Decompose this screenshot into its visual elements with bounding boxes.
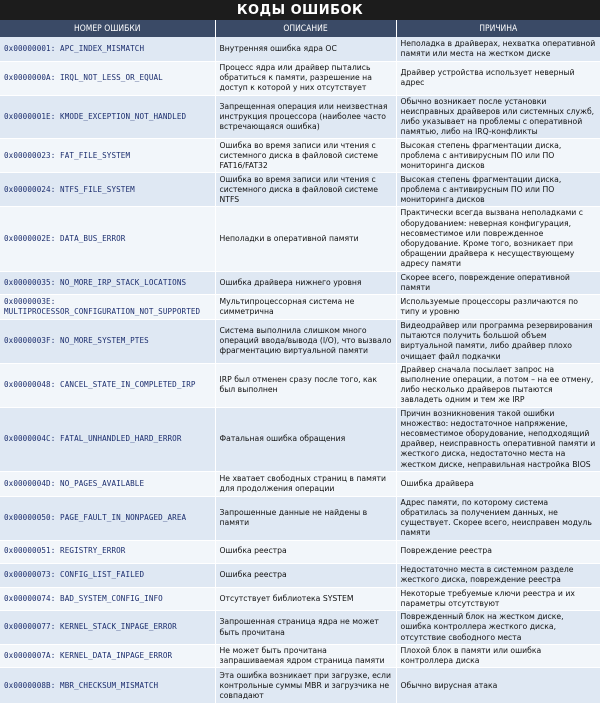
cause-cell: Повреждение реестра — [396, 540, 600, 563]
description-cell: Не хватает свободных страниц в памяти для продолжения операции — [215, 471, 396, 496]
column-header-cause: ПРИЧИНА — [396, 20, 600, 37]
cause-cell: Используемые процессоры различаются по типу и уровню — [396, 294, 600, 319]
error-code-cell: 0x00000001: APC_INDEX_MISMATCH — [0, 37, 215, 61]
cause-cell: Ошибка драйвера — [396, 471, 600, 496]
table-row — [0, 37, 600, 61]
error-code-cell: 0x0000003E: MULTIPROCESSOR_CONFIGURATION_NOT_SUPPORTED — [0, 294, 215, 319]
description-cell: Ошибка реестра — [215, 540, 396, 563]
error-code-cell: 0x0000004C: FATAL_UNHANDLED_HARD_ERROR — [0, 407, 215, 471]
cause-cell: Недостаточно места в системном разделе жесткого диска, повреждение реестра — [396, 563, 600, 587]
description-cell: Запрещенная операция или неизвестная инструкция процессора (наиболее часто встречающаяся ошибка) — [215, 95, 396, 139]
description-cell: Отсутствует библиотека SYSTEM — [215, 587, 396, 610]
table-title: КОДЫ ОШИБОК — [0, 0, 600, 20]
cause-cell: Неполадка в драйверах, нехватка оперативной памяти или места на жестком диске — [396, 37, 600, 61]
description-cell: Процесс ядра или драйвер пытались обратиться к памяти, разрешение на доступ к которой у них отсутствует — [215, 61, 396, 95]
table-row — [0, 540, 600, 563]
cause-cell: Практически всегда вызвана неполадками с оборудованием: неверная конфигурация, несовместимое или поврежденное оборудование. Кроме того, возникает при обращении драйвера к несуществующему адресу памяти — [396, 207, 600, 271]
description-cell: Внутренняя ошибка ядра ОС — [215, 37, 396, 61]
cause-cell: Адрес памяти, по которому система обратилась за получением данных, не существует. Скорее всего, неисправен модуль памяти — [396, 496, 600, 540]
error-code-cell: 0x0000008B: MBR_CHECKSUM_MISMATCH — [0, 668, 215, 704]
error-code-cell: 0x0000002E: DATA_BUS_ERROR — [0, 207, 215, 271]
table-row — [0, 61, 600, 95]
error-code-cell: 0x00000051: REGISTRY_ERROR — [0, 540, 215, 563]
error-code-cell: 0x00000074: BAD_SYSTEM_CONFIG_INFO — [0, 587, 215, 610]
table-row — [0, 496, 600, 540]
description-cell: Запрошенные данные не найдены в памяти — [215, 496, 396, 540]
error-code-cell: 0x00000035: NO_MORE_IRP_STACK_LOCATIONS — [0, 271, 215, 294]
error-code-cell: 0x0000001E: KMODE_EXCEPTION_NOT_HANDLED — [0, 95, 215, 139]
description-cell: Запрошенная страница ядра не может быть прочитана — [215, 611, 396, 645]
cause-cell: Видеодрайвер или программа резервирования пытаются получить большой объем виртуальной памяти, либо драйвер плохо очищает файл подкачки — [396, 319, 600, 363]
table-row — [0, 587, 600, 610]
table-row — [0, 319, 600, 363]
table-row — [0, 611, 600, 645]
cause-cell: Высокая степень фрагментации диска, проблема с антивирусным ПО или ПО мониторинга дисков — [396, 173, 600, 207]
cause-cell: Высокая степень фрагментации диска, проблема с антивирусным ПО или ПО мониторинга дисков — [396, 139, 600, 173]
cause-cell: Скорее всего, повреждение оперативной памяти — [396, 271, 600, 294]
table-row — [0, 363, 600, 407]
cause-cell: Обычно вирусная атака — [396, 668, 600, 704]
error-code-cell: 0x00000048: CANCEL_STATE_IN_COMPLETED_IRP — [0, 363, 215, 407]
description-cell: Фатальная ошибка обращения — [215, 407, 396, 471]
column-header-code: НОМЕР ОШИБКИ — [0, 20, 215, 37]
table-row — [0, 173, 600, 207]
error-code-cell: 0x00000073: CONFIG_LIST_FAILED — [0, 563, 215, 587]
table-row — [0, 207, 600, 271]
description-cell: Ошибка драйвера нижнего уровня — [215, 271, 396, 294]
table-row — [0, 645, 600, 668]
cause-cell: Драйвер устройства использует неверный адрес — [396, 61, 600, 95]
description-cell: Мультипроцессорная система не симметрична — [215, 294, 396, 319]
cause-cell: Драйвер сначала посылает запрос на выполнение операции, а потом – на ее отмену, либо несколько драйверов пытаются завладеть одним и тем же IRP — [396, 363, 600, 407]
error-codes-table — [0, 20, 600, 704]
cause-cell: Поврежденный блок на жестком диске, ошибка контроллера жесткого диска, отсутствие свободного места — [396, 611, 600, 645]
description-cell: Не может быть прочитана запрашиваемая ядром страница памяти — [215, 645, 396, 668]
table-row — [0, 139, 600, 173]
table-row — [0, 563, 600, 587]
error-code-cell: 0x0000000A: IRQL_NOT_LESS_OR_EQUAL — [0, 61, 215, 95]
table-row — [0, 95, 600, 139]
cause-cell: Причин возникновения такой ошибки множество: недостаточное напряжение, несовместимое оборудование, неподходящий драйвер, неисправность оперативной памяти и жесткого диска, недостаточно места на жестком диске, неправильная настройка BIOS — [396, 407, 600, 471]
error-code-cell: 0x00000050: PAGE_FAULT_IN_NONPAGED_AREA — [0, 496, 215, 540]
description-cell: Ошибка реестра — [215, 563, 396, 587]
description-cell: Неполадки в оперативной памяти — [215, 207, 396, 271]
error-code-cell: 0x00000023: FAT_FILE_SYSTEM — [0, 139, 215, 173]
description-cell: Эта ошибка возникает при загрузке, если контрольные суммы MBR и загрузчика не совпадают — [215, 668, 396, 704]
cause-cell: Плохой блок в памяти или ошибка контроллера диска — [396, 645, 600, 668]
error-code-cell: 0x0000004D: NO_PAGES_AVAILABLE — [0, 471, 215, 496]
table-header — [0, 20, 600, 37]
table-row — [0, 668, 600, 704]
cause-cell: Некоторые требуемые ключи реестра и их параметры отсутствуют — [396, 587, 600, 610]
description-cell: Ошибка во время записи или чтения с системного диска в файловой системе FAT16/FAT32 — [215, 139, 396, 173]
cause-cell: Обычно возникает после установки неисправных драйверов или системных служб, либо указывает на проблемы с оперативной памятью, либо на IRQ-конфликты — [396, 95, 600, 139]
table-row — [0, 294, 600, 319]
table-body — [0, 37, 600, 704]
description-cell: Ошибка во время записи или чтения с системного диска в файловой системе NTFS — [215, 173, 396, 207]
table-row — [0, 471, 600, 496]
description-cell: Система выполнила слишком много операций ввода/вывода (I/O), что вызвало фрагментацию виртуальной памяти — [215, 319, 396, 363]
error-code-cell: 0x00000024: NTFS_FILE_SYSTEM — [0, 173, 215, 207]
table-row — [0, 271, 600, 294]
description-cell: IRP был отменен сразу после того, как был выполнен — [215, 363, 396, 407]
error-code-cell: 0x0000003F: NO_MORE_SYSTEM_PTES — [0, 319, 215, 363]
column-header-description: ОПИСАНИЕ — [215, 20, 396, 37]
error-code-cell: 0x0000007A: KERNEL_DATA_INPAGE_ERROR — [0, 645, 215, 668]
error-code-cell: 0x00000077: KERNEL_STACK_INPAGE_ERROR — [0, 611, 215, 645]
table-row — [0, 407, 600, 471]
